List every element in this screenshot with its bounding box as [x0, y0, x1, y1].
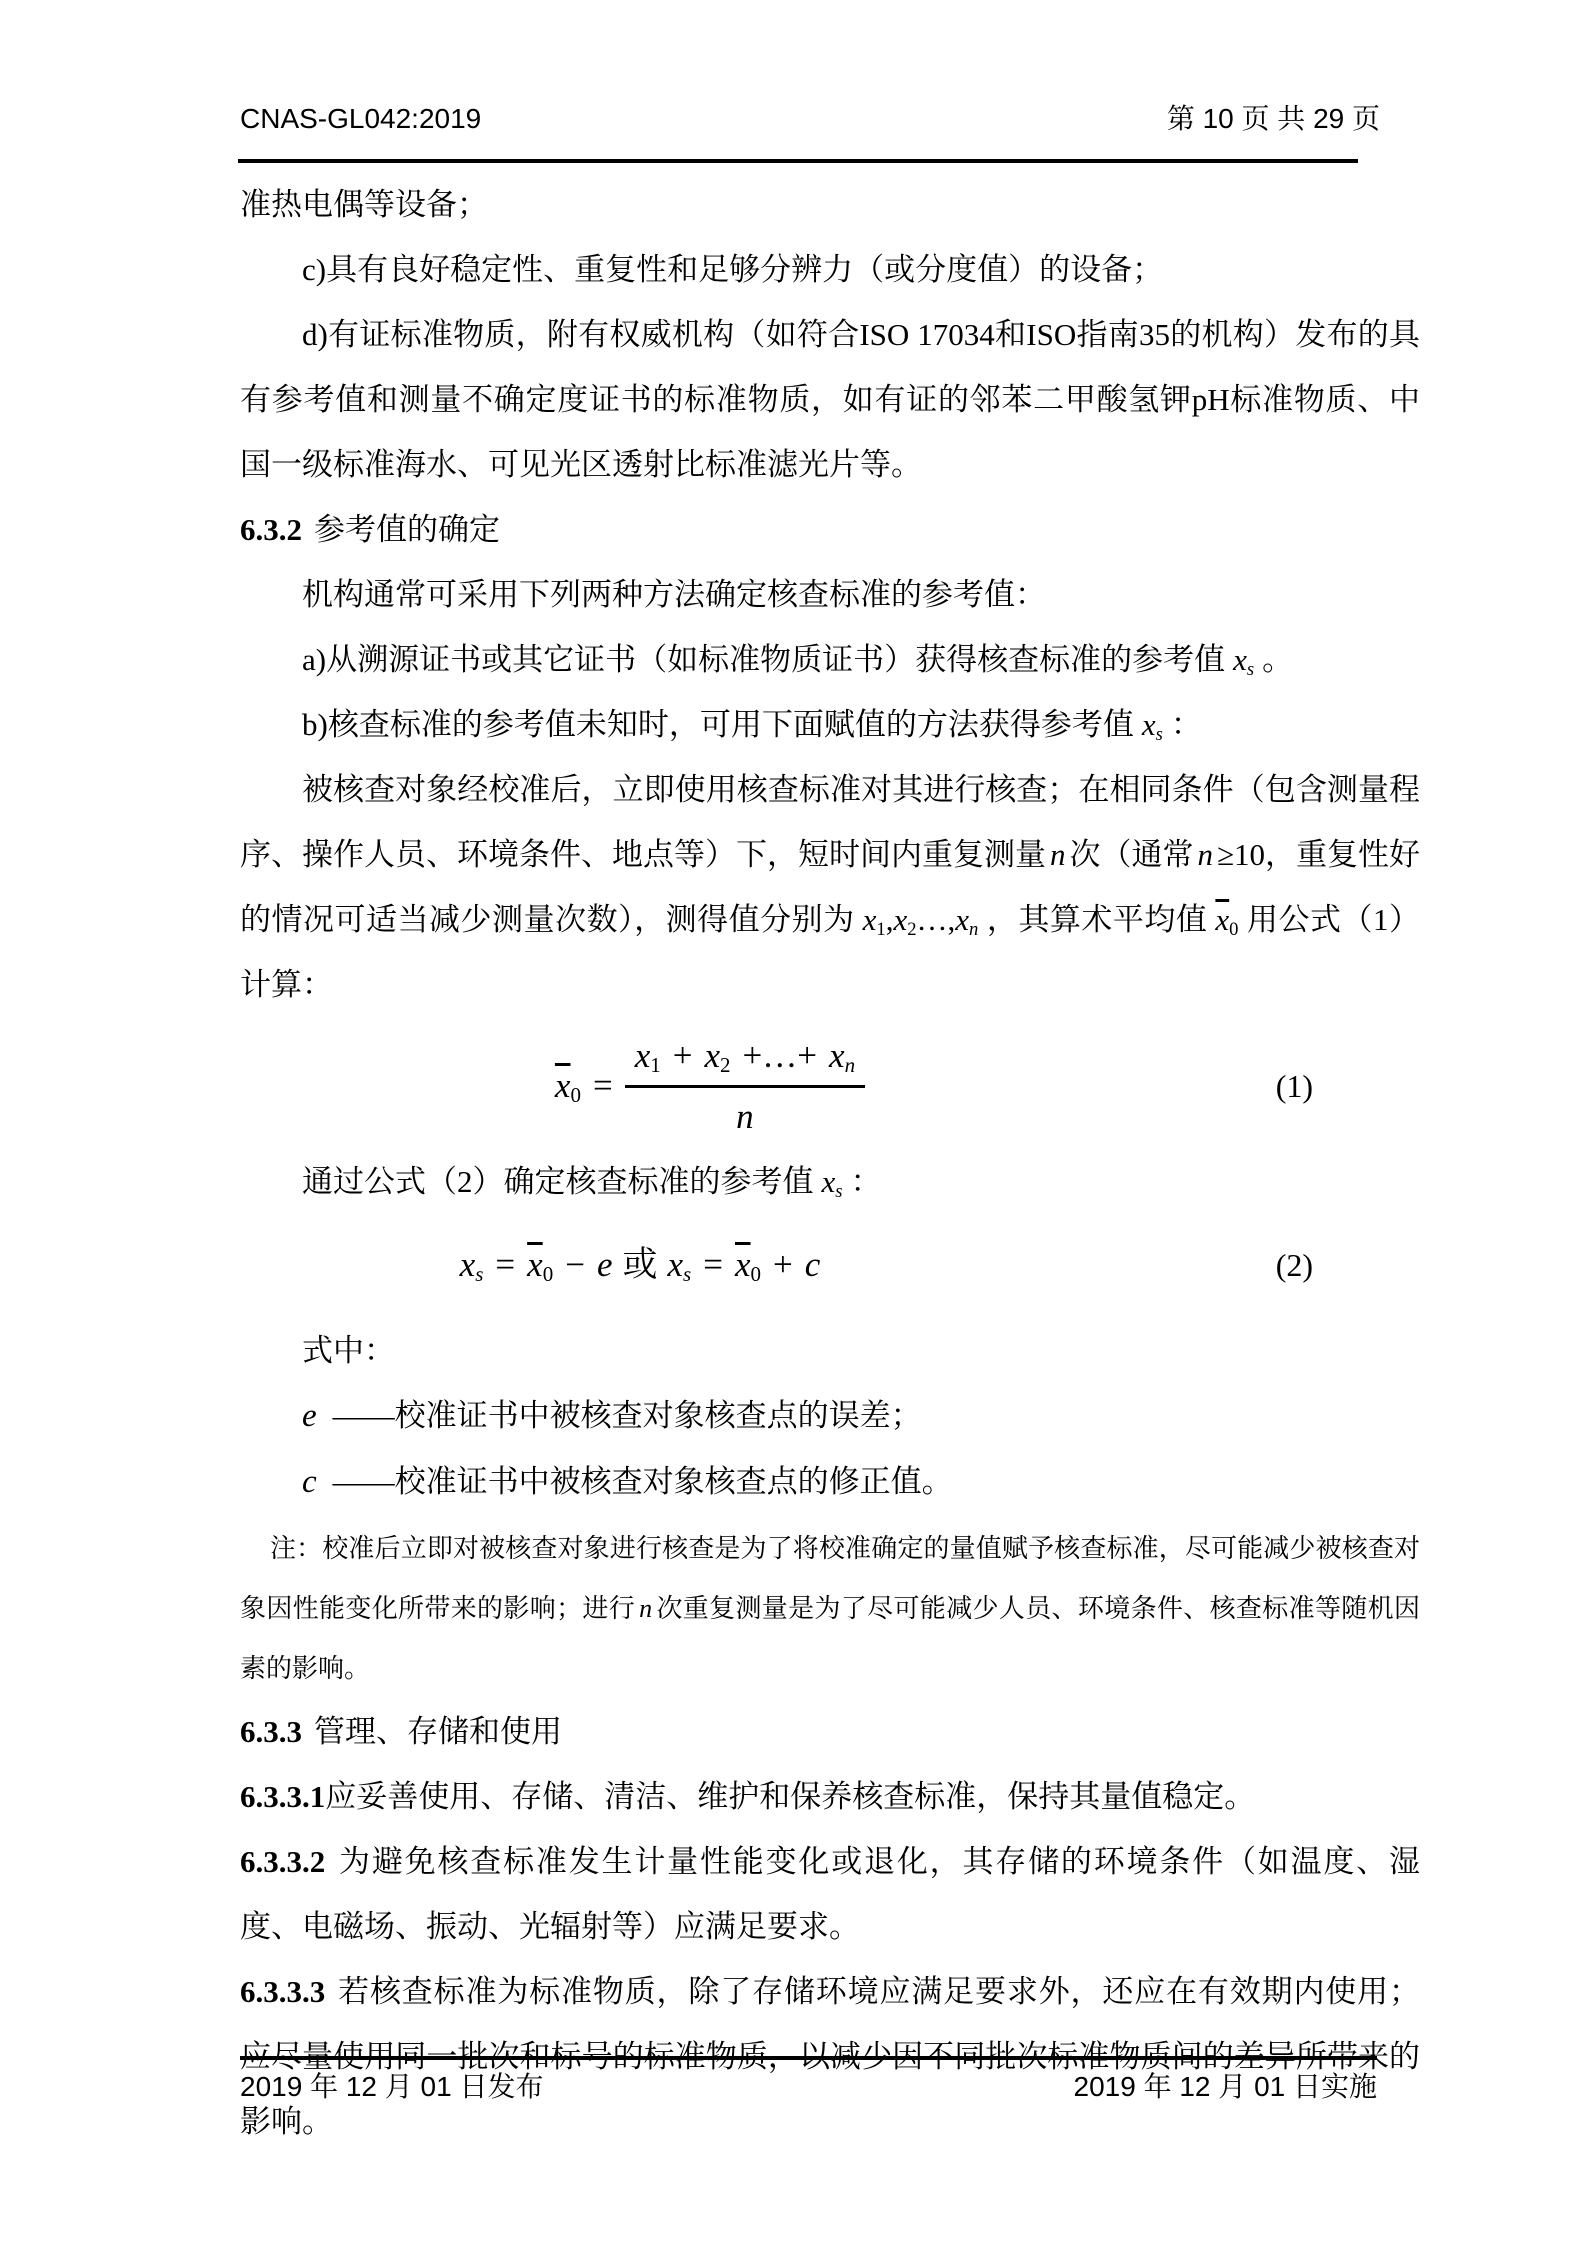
clause-6-3-3-1 [240, 1764, 1420, 1829]
list-item-c: c)具有良好稳定性、重复性和足够分辨力（或分度值）的设备； [302, 252, 1164, 287]
plus-sign: + [773, 1245, 793, 1284]
note-text-2: 次重复测量是为了尽可能减少人员、环境条件、核查标准等随机因素的影响。 [240, 1594, 1420, 1683]
clause-6-3-3-2 [240, 1829, 1420, 1959]
fraction-denominator [736, 1088, 754, 1138]
math-n: n [1050, 837, 1066, 872]
definition-c-text: ——校准证书中被核查对象核查点的修正值。 [332, 1464, 953, 1499]
math-base-x: x [667, 1245, 684, 1284]
math-xbar-sub-0 [1215, 902, 1239, 940]
math-subscript-0: 0 [570, 1083, 581, 1108]
math-subscript-1: 1 [876, 918, 886, 940]
f2-intro-colon: ： [850, 1164, 882, 1199]
page-header [240, 102, 1380, 136]
footer-implement-date: 2019 年 12 月 01 日实施 [1073, 2071, 1377, 2102]
math-subscript-0: 0 [1229, 918, 1239, 940]
math-subscript-s: s [1155, 723, 1163, 745]
heading-6-3-2 [240, 497, 1420, 562]
equals-sign: = [495, 1245, 516, 1284]
formula-2 [240, 1222, 1420, 1308]
note-text-1: 注：校准后立即对被核查对象进行核查是为了将校准确定的量值赋予核查标准，尽可能减少被核查对象因性能变化所带来的影响；进行 [240, 1534, 1420, 1623]
equals-sign: = [703, 1245, 723, 1284]
math-subscript-s: s [1246, 658, 1255, 680]
math-xbar-sub-0 [555, 1065, 581, 1107]
list-item-a [240, 627, 1420, 692]
math-base-x: x [1141, 707, 1156, 742]
math-subscript-2: 2 [907, 918, 917, 940]
f2-intro-text: 通过公式（2）确定核查标准的参考值 [302, 1164, 814, 1199]
math-base-x: x [459, 1245, 476, 1284]
math-n: n [1197, 837, 1213, 872]
math-n: n [639, 1594, 653, 1623]
page-footer [240, 2056, 1377, 2104]
repeat-text-4: ，其算术平均值 [986, 902, 1208, 937]
formula-2-expression [460, 1244, 821, 1286]
heading-6-3-3 [240, 1699, 1420, 1764]
math-base-x: x [821, 1164, 836, 1199]
math-x-sub-s [668, 1244, 692, 1286]
header-doc-number: CNAS-GL042:2019 [240, 103, 482, 134]
repeat-text-3: ≥10，重复性好的情况可适当减少测量次数），测得值分别为 [240, 837, 1421, 937]
list-item-b [240, 692, 1420, 757]
math-base-x: x [1233, 642, 1247, 677]
fraction [625, 1035, 865, 1138]
math-denominator-n: n [736, 1096, 754, 1136]
math-base-x: x [955, 902, 970, 937]
paragraph-repeat-measure [240, 757, 1420, 1017]
repeat-text-5: 用公式（1）计算： [240, 902, 1421, 1002]
math-x-sub-s [1233, 642, 1255, 680]
formula-1-expression [555, 1035, 865, 1138]
minus-sign: − [565, 1245, 585, 1284]
separator-dots: …, [916, 902, 956, 937]
math-x-sub-s [1141, 707, 1163, 745]
plus-dots: +…+ [742, 1035, 818, 1075]
paragraph-where: 式中： [302, 1333, 395, 1368]
math-base-x: x [862, 902, 877, 937]
note-paragraph [240, 1519, 1420, 1699]
item-a-text: a)从溯源证书或其它证书（如标准物质证书）获得核查标准的参考值 [302, 642, 1226, 677]
document-body [240, 172, 1420, 2154]
math-subscript-s: s [475, 1262, 484, 1287]
math-base-x: x [829, 1035, 845, 1075]
item-b-colon: ： [1170, 707, 1202, 742]
section-title-6-3-2: 参考值的确定 [314, 512, 500, 547]
paragraph-methods: 机构通常可采用下列两种方法确定核查标准的参考值： [302, 577, 1046, 612]
math-subscript-s: s [683, 1262, 692, 1287]
math-subscript-s: s [835, 1180, 843, 1202]
plus-sign: + [672, 1035, 693, 1075]
definition-c [240, 1449, 1420, 1515]
header-rule [238, 159, 1358, 163]
list-item-d: d)有证标准物质，附有权威机构（如符合ISO 17034和ISO指南35的机构）发布的具有参考值和测量不确定度证书的标准物质，如有证的邻苯二甲酸氢钾pH标准物质、中国一级标准海水、可见光区透射比标准滤光片等。 [240, 317, 1420, 482]
math-subscript-n: n [969, 918, 979, 940]
math-subscript-2: 2 [720, 1052, 731, 1077]
math-base-x: x [704, 1035, 721, 1075]
repeat-text-1: 被核查对象经校准后，立即使用核查标准对其进行核查；在相同条件（包含测量程序、操作人员、环境条件、地点等）下，短时间内重复测量 [240, 772, 1420, 872]
clause-number-6-3-3-1: 6.3.3.1 [240, 1779, 326, 1814]
math-e: e [302, 1398, 317, 1434]
math-c: c [302, 1464, 317, 1500]
formula-1 [240, 1027, 1420, 1145]
or-word: 或 [622, 1245, 658, 1284]
math-x-sub-s [821, 1164, 843, 1202]
paragraph-formula-2-intro [240, 1149, 1420, 1214]
clause-number-6-3-3-2: 6.3.3.2 [240, 1844, 326, 1879]
math-x-sequence [862, 902, 979, 940]
math-e: e [596, 1245, 613, 1284]
math-base-x: x [634, 1035, 651, 1075]
equals-sign: = [592, 1066, 613, 1105]
definition-e-text: ——校准证书中被核查对象核查点的误差； [332, 1398, 922, 1433]
math-xbar-sub-0 [527, 1244, 553, 1286]
section-title-6-3-3: 管理、存储和使用 [314, 1714, 562, 1749]
math-base-xbar: $\overline{x}$ [734, 1245, 751, 1284]
clause-text-6-3-3-2: 为避免核查标准发生计量性能变化或退化，其存储的环境条件（如温度、湿度、电磁场、振动、光辐射等）应满足要求。 [240, 1844, 1420, 1944]
item-b-text: b)核查标准的参考值未知时，可用下面赋值的方法获得参考值 [302, 707, 1134, 742]
math-subscript-0: 0 [542, 1262, 554, 1287]
header-page-indicator: 第 10 页 共 29 页 [1166, 103, 1380, 134]
clause-number-6-3-3-3: 6.3.3.3 [240, 1974, 326, 2009]
item-a-period: 。 [1262, 642, 1294, 677]
math-xbar-sub-0 [735, 1244, 761, 1286]
separator-comma: , [885, 902, 894, 937]
section-number-6-3-2: 6.3.2 [240, 512, 302, 547]
equation-number-2: (2) [1275, 1246, 1313, 1283]
math-base-x: x [893, 902, 908, 937]
equation-number-1: (1) [1275, 1067, 1313, 1104]
section-number-6-3-3: 6.3.3 [240, 1714, 302, 1749]
footer-issue-date: 2019 年 12 月 01 日发布 [240, 2071, 544, 2102]
math-base-xbar: $\overline{x}$ [1215, 902, 1230, 937]
repeat-text-2: 次（通常 [1069, 837, 1194, 872]
math-c: c [804, 1245, 821, 1284]
math-subscript-1: 1 [650, 1052, 661, 1077]
math-subscript-0: 0 [750, 1262, 762, 1287]
paragraph-continuation: 准热电偶等设备； [240, 187, 488, 222]
math-base-xbar: $\overline{x}$ [527, 1245, 543, 1284]
fraction-numerator [625, 1035, 865, 1088]
math-x-sub-s [460, 1244, 484, 1286]
clause-text-6-3-3-1: 应妥善使用、存储、清洁、维护和保养核查标准，保持其量值稳定。 [325, 1779, 1256, 1814]
clause-text-6-3-3-3: 若核查标准为标准物质，除了存储环境应满足要求外，还应在有效期内使用；应尽量使用同一批次和标号的标准物质，以减少因不同批次标准物质间的差异所带来的影响。 [240, 1974, 1420, 2139]
math-base-xbar: $\overline{x}$ [554, 1066, 571, 1105]
definition-e [240, 1383, 1420, 1449]
math-subscript-n: n [844, 1052, 856, 1077]
